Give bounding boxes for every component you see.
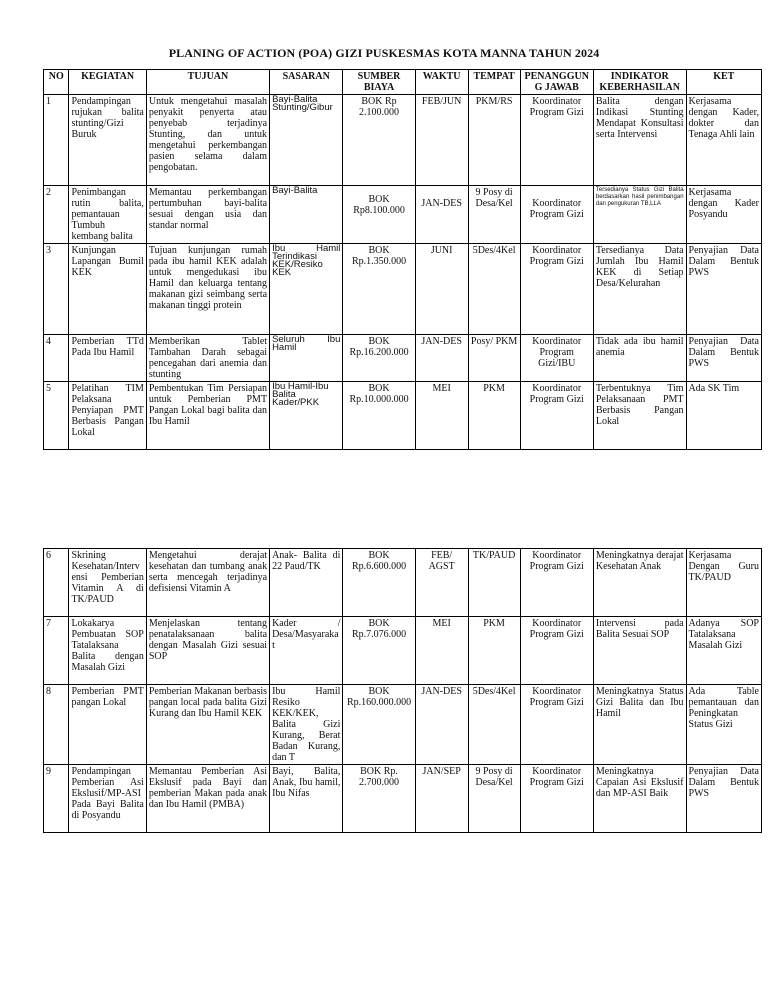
cell-kegiatan: Lokakarya Pembuatan SOP Tatalaksana Balita dengan Masalah Gizi [69, 617, 146, 685]
cell-no: 8 [44, 685, 69, 765]
table-row [44, 95, 762, 186]
table-row [44, 549, 762, 617]
cell-sasaran: Kader / Desa/Masyarakat [270, 617, 343, 685]
table-row [44, 244, 762, 335]
cell-ket: Kerjasama Dengan Guru TK/PAUD [686, 549, 761, 617]
cell-biaya: BOK Rp.1.350.000 [343, 244, 415, 335]
cell-sasaran: Seluruh Ibu Hamil [270, 335, 343, 382]
cell-indikator: Intervensi pada Balita Sesuai SOP [593, 617, 686, 685]
cell-biaya: BOK Rp.16.200.000 [343, 335, 415, 382]
cell-no: 6 [44, 549, 69, 617]
cell-no: 7 [44, 617, 69, 685]
cell-ket: Ada Table pemantauan dan Peningkatan Status Gizi [686, 685, 761, 765]
cell-waktu: JAN-DES [415, 685, 468, 765]
header-tujuan: TUJUAN [146, 70, 269, 95]
cell-ket: Penyajian Data Dalam Bentuk PWS [686, 335, 761, 382]
cell-indikator: Balita dengan Indikasi Stunting Mendapat Konsultasi serta Intervensi [593, 95, 686, 186]
header-no: NO [44, 70, 69, 95]
cell-tempat: 5Des/4Kel [468, 685, 520, 765]
header-tempat: TEMPAT [468, 70, 520, 95]
cell-indikator: Meningkatnya derajat Kesehatan Anak [593, 549, 686, 617]
cell-tempat: 9 Posy di Desa/Kel [468, 765, 520, 833]
table-row [44, 685, 762, 765]
cell-tujuan: Menjelaskan tentang penatalaksanaan balita dengan Masalah Gizi sesuai SOP [146, 617, 269, 685]
cell-biaya: BOK Rp8.100.000 [343, 186, 415, 244]
cell-tempat: 5Des/4Kel [468, 244, 520, 335]
cell-waktu: JAN-DES [415, 335, 468, 382]
table-row [44, 617, 762, 685]
cell-kegiatan: Pendampingan rujukan balita stunting/Gizi Buruk [69, 95, 146, 186]
cell-indikator: Tidak ada ibu hamil anemia [593, 335, 686, 382]
header-sasaran: SASARAN [270, 70, 343, 95]
cell-no: 1 [44, 95, 69, 186]
cell-pj: Koordinator Program Gizi [520, 382, 593, 450]
cell-kegiatan: Skrining Kesehatan/Intervensi Pemberian Vitamin A di TK/PAUD [69, 549, 146, 617]
cell-tempat: TK/PAUD [468, 549, 520, 617]
cell-kegiatan: Pemberian PMT pangan Lokal [69, 685, 146, 765]
cell-indikator: Meningkatnya Status Gizi Balita dan Ibu Hamil [593, 685, 686, 765]
cell-tujuan: Memantau Pemberian Asi Ekslusif pada Bayi dan pemberian Makan pada anak dan Ibu Hamil (PMBA) [146, 765, 269, 833]
table-row [44, 335, 762, 382]
poa-table-part-1 [43, 69, 762, 450]
cell-no: 2 [44, 186, 69, 244]
header-waktu: WAKTU [415, 70, 468, 95]
cell-ket: Adanya SOP Tatalaksana Masalah Gizi [686, 617, 761, 685]
cell-tempat: 9 Posy di Desa/Kel [468, 186, 520, 244]
header-kegiatan: KEGIATAN [69, 70, 146, 95]
cell-pj: Koordinator Program Gizi [520, 549, 593, 617]
cell-indikator: Tersedianya Status Gizi Balita berdasarkan hasil penimbangan dan pengukuran TB,LLA [593, 186, 686, 244]
cell-tempat: PKM [468, 382, 520, 450]
cell-kegiatan: Kunjungan Lapangan Bumil KEK [69, 244, 146, 335]
cell-tujuan: Mengetahui derajat kesehatan dan tumbang anak serta mencegah terjadinya defisiensi Vitamin A [146, 549, 269, 617]
cell-pj: Koordinator Program Gizi/IBU [520, 335, 593, 382]
cell-sasaran: Ibu Hamil-Ibu Balita Kader/PKK [270, 382, 343, 450]
cell-waktu: MEI [415, 382, 468, 450]
header-penanggung-jawab: PENANGGUN G JAWAB [520, 70, 593, 95]
cell-sasaran: Bayi-Balita Stunting/Gibur [270, 95, 343, 186]
cell-indikator: Meningkatnya Capaian Asi Ekslusif dan MP-ASI Baik [593, 765, 686, 833]
header-sumber-biaya: SUMBER BIAYA [343, 70, 415, 95]
cell-biaya: BOK Rp. 2.700.000 [343, 765, 415, 833]
document-title: PLANING OF ACTION (POA) GIZI PUSKESMAS KOTA MANNA TAHUN 2024 [168, 46, 600, 60]
cell-tujuan: Memberikan Tablet Tambahan Darah sebagai pencegahan dari anemia dan stunting [146, 335, 269, 382]
cell-ket: Penyajian Data Dalam Bentuk PWS [686, 244, 761, 335]
cell-pj: Koordinator Program Gizi [520, 617, 593, 685]
cell-indikator: Terbentuknya Tim Pelaksanaan PMT Berbasis Pangan Lokal [593, 382, 686, 450]
cell-tujuan: Pembentukan Tim Persiapan untuk Pemberian PMT Pangan Lokal bagi balita dan Ibu Hamil [146, 382, 269, 450]
cell-biaya: BOK Rp 2.100.000 [343, 95, 415, 186]
cell-pj: Koordinator Program Gizi [520, 244, 593, 335]
cell-tujuan: Memantau perkembangan pertumbuhan bayi-balita sesuai dengan usia dan standar normal [146, 186, 269, 244]
poa-table-part-2 [43, 548, 762, 833]
cell-tujuan: Pemberian Makanan berbasis pangan local pada balita Gizi Kurang dan Ibu Hamil KEK [146, 685, 269, 765]
cell-waktu: MEI [415, 617, 468, 685]
header-indikator: INDIKATOR KEBERHASILAN [593, 70, 686, 95]
table-row [44, 765, 762, 833]
cell-tempat: PKM [468, 617, 520, 685]
cell-biaya: BOK Rp.10.000.000 [343, 382, 415, 450]
cell-waktu: FEB/JUN [415, 95, 468, 186]
table-header-row [44, 70, 762, 95]
cell-ket: Ada SK Tim [686, 382, 761, 450]
cell-sasaran: Bayi-Balita [270, 186, 343, 244]
cell-biaya: BOK Rp.160.000.000 [343, 685, 415, 765]
cell-tempat: Posy/ PKM [468, 335, 520, 382]
cell-pj: Koordinator Program Gizi [520, 685, 593, 765]
cell-waktu: JUNI [415, 244, 468, 335]
cell-no: 3 [44, 244, 69, 335]
cell-biaya: BOK Rp.7.076.000 [343, 617, 415, 685]
cell-tempat: PKM/RS [468, 95, 520, 186]
cell-ket: Kerjasama dengan Kader Posyandu [686, 186, 761, 244]
cell-pj: Koordinator Program Gizi [520, 95, 593, 186]
cell-no: 4 [44, 335, 69, 382]
cell-sasaran: Ibu Hamil Resiko KEK/KEK, Balita Gizi Kurang, Berat Badan Kurang, dan T [270, 685, 343, 765]
cell-no: 5 [44, 382, 69, 450]
cell-kegiatan: Pemberian TTd Pada Ibu Hamil [69, 335, 146, 382]
cell-ket: Penyajian Data Dalam Bentuk PWS [686, 765, 761, 833]
cell-biaya: BOK Rp.6.600.000 [343, 549, 415, 617]
cell-sasaran: Anak- Balita di 22 Paud/TK [270, 549, 343, 617]
cell-kegiatan: Pelatihan TIM Pelaksana Penyiapan PMT Berbasis Pangan Lokal [69, 382, 146, 450]
cell-ket: Kerjasama dengan Kader, dokter dan Tenaga Ahli lain [686, 95, 761, 186]
cell-indikator: Tersedianya Data Jumlah Ibu Hamil KEK di Setiap Desa/Kelurahan [593, 244, 686, 335]
cell-tujuan: Untuk mengetahui masalah penyakit penyerta atau penyebab terjadinya Stunting, dan untuk mengetahui perkembangan pasien selama dalam pengobatan. [146, 95, 269, 186]
cell-waktu: FEB/ AGST [415, 549, 468, 617]
cell-waktu: JAN-DES [415, 186, 468, 244]
header-ket: KET [686, 70, 761, 95]
cell-kegiatan: Penimbangan rutin balita, pemantauan Tumbuh kembang balita [69, 186, 146, 244]
cell-kegiatan: Pendampingan Pemberian Asi Ekslusif/MP-ASI Pada Bayi Balita di Posyandu [69, 765, 146, 833]
cell-pj: Koordinator Program Gizi [520, 765, 593, 833]
cell-sasaran: Bayi, Balita, Anak, Ibu hamil, Ibu Nifas [270, 765, 343, 833]
cell-waktu: JAN/SEP [415, 765, 468, 833]
table-row [44, 186, 762, 244]
cell-pj: Koordinator Program Gizi [520, 186, 593, 244]
cell-tujuan: Tujuan kunjungan rumah pada ibu hamil KEK adalah untuk mengedukasi ibu Hamil dan keluarga tentang makanan gizi seimbang serta makanan tinggi protein [146, 244, 269, 335]
cell-no: 9 [44, 765, 69, 833]
cell-sasaran: Ibu Hamil Terindikasi KEK/Resiko KEK [270, 244, 343, 335]
table-row [44, 382, 762, 450]
